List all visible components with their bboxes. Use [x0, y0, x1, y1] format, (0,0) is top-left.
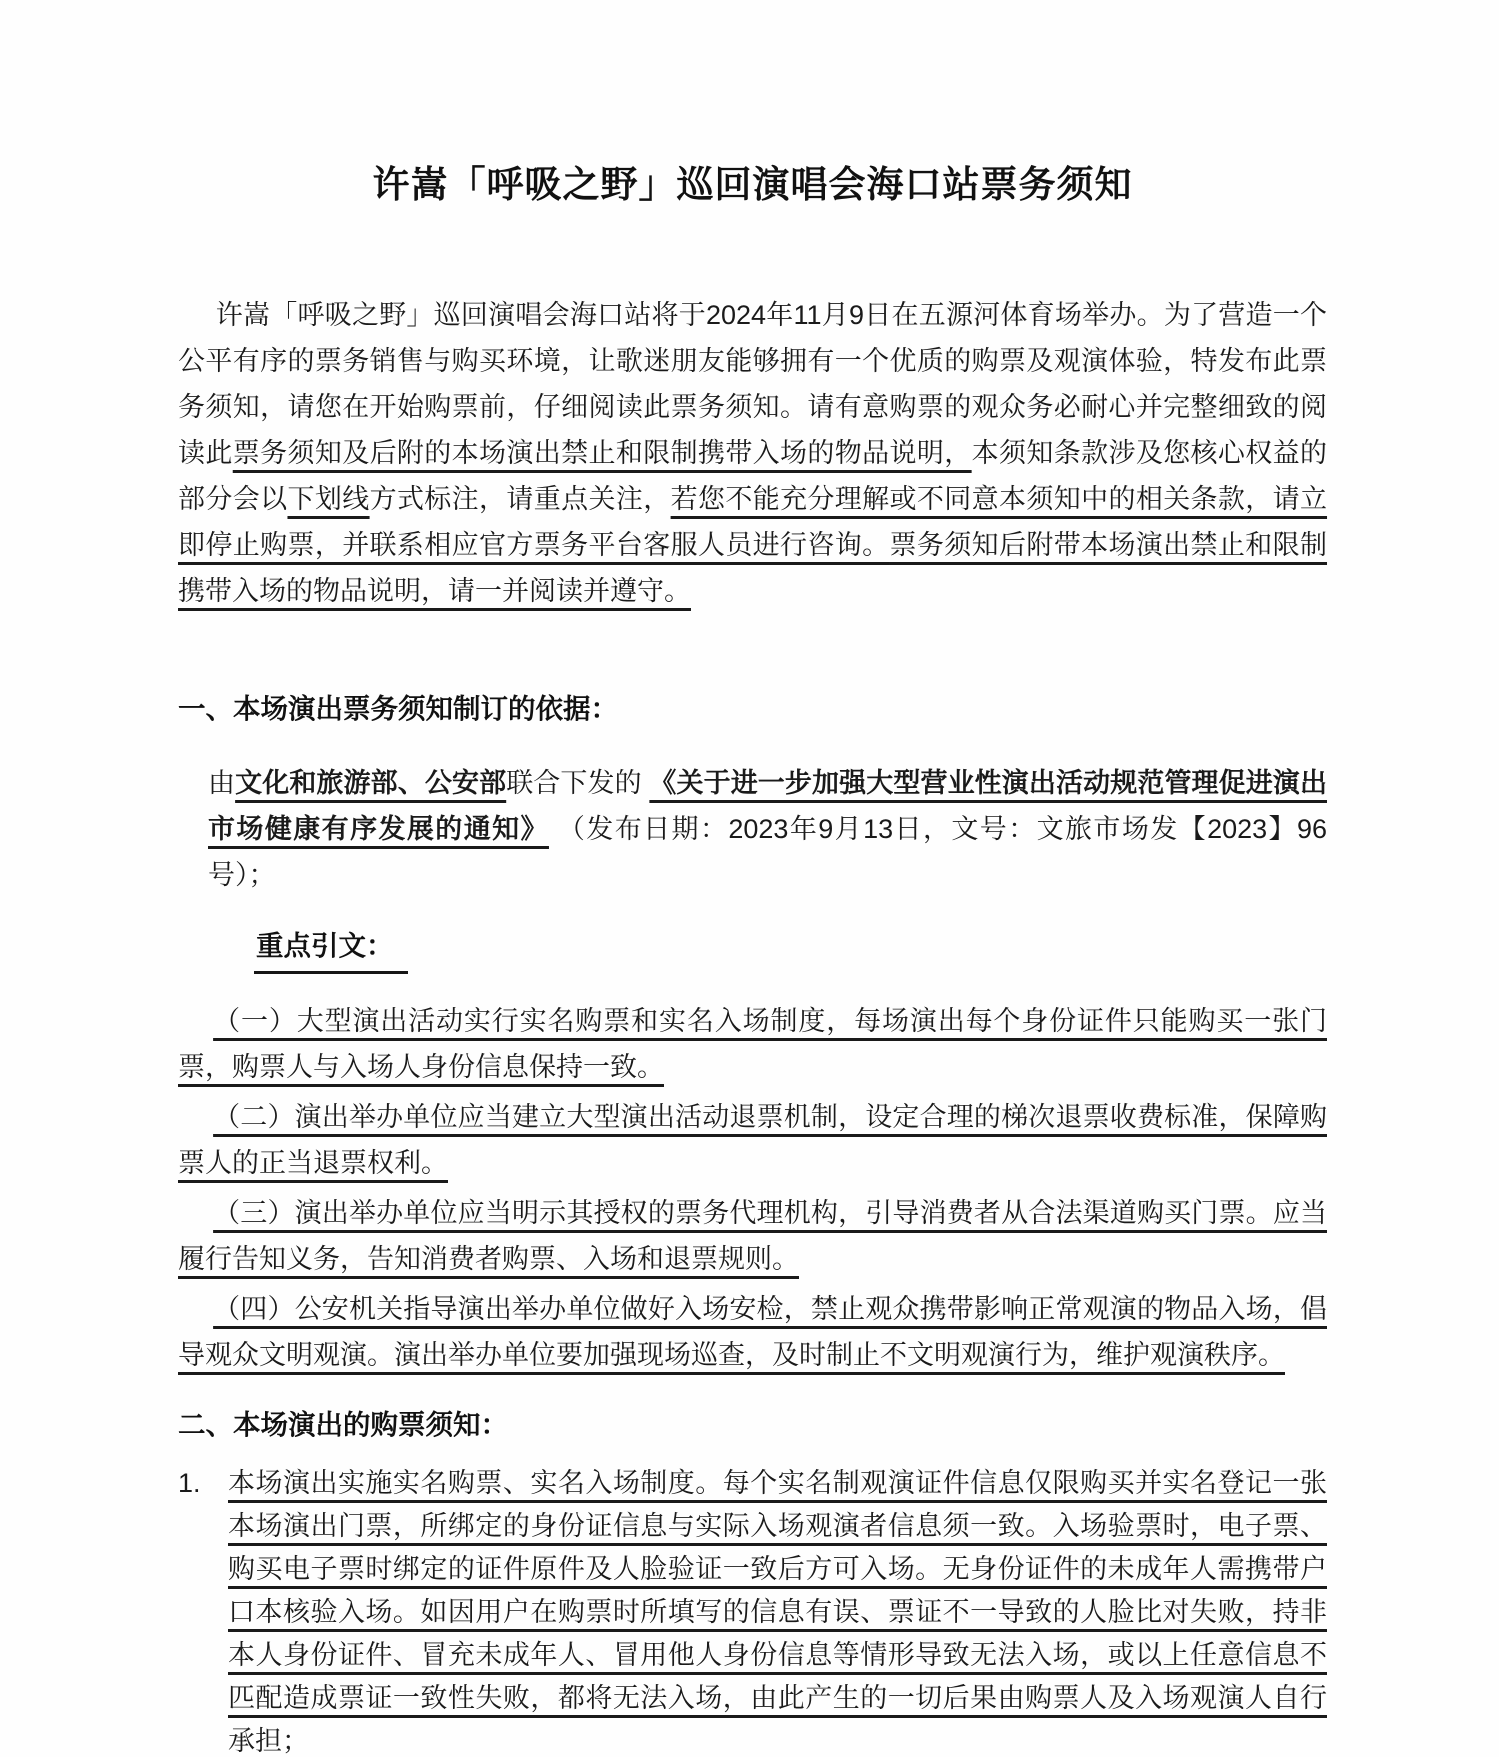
intro-underlined-appendix: 票务须知后附带本场演出禁止和限制携带入场的物品说明，请一并阅读并遵守。 [178, 530, 1328, 606]
basis-authorities: 文化和旅游部、公安部 [235, 768, 507, 798]
intro-underlined-word: 下划线 [287, 484, 370, 514]
section1-heading: 一、本场演出票务须知制订的依据： [178, 693, 618, 724]
basis-suffix: （发布日期：2023年9月13日，文号：文旅市场发【2023】96号）； [208, 814, 1328, 890]
quote-item-2: （二）演出举办单位应当建立大型演出活动退票机制，设定合理的梯次退票收费标准，保障购票人的正当退票权利。 [178, 1102, 1327, 1178]
intro-paragraph [178, 292, 1327, 614]
intro-text-2: 本须知条款涉及您核心权益的部分会以 [178, 438, 1328, 514]
intro-text-3: 方式标注，请重点关注， [369, 484, 671, 514]
purchase-notice-list [178, 1462, 1327, 1757]
intro-text: 许嵩「呼吸之野」巡回演唱会海口站将于2024年11月9日在五源河体育场举办。为了营造一个公平有序的票务销售与购买环境，让歌迷朋友能够拥有一个优质的购票及观演体验，特发布此票务须知，请您在开始购票前，仔细阅读此票务须知。请有意购票的观众务必耐心并完整细致的阅读此 [178, 300, 1327, 468]
intro-underlined-attachment-note: 票务须知及后附的本场演出禁止和限制携带入场的物品说明， [232, 438, 972, 468]
regulation-title: 《关于进一步加强大型营业性演出活动规范管理促进演出市场健康有序发展的通知》 [208, 768, 1327, 844]
list-item-number: 1. [178, 1468, 201, 1498]
intro-underlined-warning: 若您不能充分理解或不同意本须知中的相关条款，请立即停止购票，并联系相应官方票务平台客服人员进行咨询。 [178, 484, 1328, 560]
quote-item-4: （四）公安机关指导演出举办单位做好入场安检，禁止观众携带影响正常观演的物品入场，倡导观众文明观演。演出举办单位要加强现场巡查，及时制止不文明观演行为，维护观演秩序。 [178, 1294, 1327, 1370]
basis-paragraph [208, 760, 1327, 898]
section2-heading: 二、本场演出的购票须知： [178, 1409, 508, 1440]
list-item [178, 1462, 1327, 1757]
quote-heading: 重点引文： [254, 926, 408, 974]
document-title: 许嵩「呼吸之野」巡回演唱会海口站票务须知 [372, 164, 1133, 205]
list-item-text: 本场演出实施实名购票、实名入场制度。每个实名制观演证件信息仅限购买并实名登记一张本场演出门票，所绑定的身份证信息与实际入场观演者信息须一致。入场验票时，电子票、购买电子票时绑定的证件原件及人脸验证一致后方可入场。无身份证件的未成年人需携带户口本核验入场。如因用户在购票时所填写的信息有误、票证不一导致的人脸比对失败，持非本人身份证件、冒充未成年人、冒用他人身份信息等情形导致无法入场，或以上任意信息不匹配造成票证一致性失败，都将无法入场，由此产生的一切后果由购票人及入场观演人自行承担； [228, 1468, 1327, 1756]
quote-item-3: （三）演出举办单位应当明示其授权的票务代理机构，引导消费者从合法渠道购买门票。应当履行告知义务，告知消费者购票、入场和退票规则。 [178, 1198, 1327, 1274]
basis-middle: 联合下发的 [506, 768, 650, 798]
quote-heading-wrap [254, 926, 1327, 974]
quote-item-1: （一）大型演出活动实行实名购票和实名入场制度，每场演出每个身份证件只能购买一张门票，购票人与入场人身份信息保持一致。 [178, 1006, 1327, 1082]
basis-prefix: 由 [208, 768, 236, 798]
